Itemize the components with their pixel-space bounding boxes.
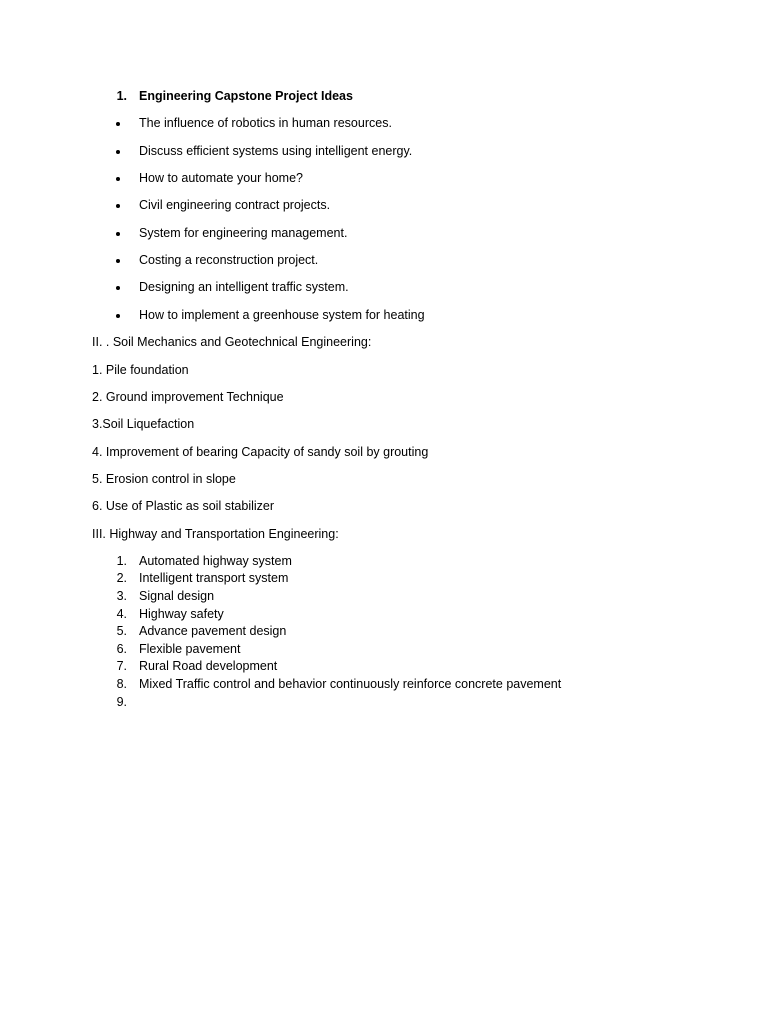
section3-item-number: 2. (116, 571, 127, 585)
section2-item: 2. Ground improvement Technique (92, 390, 284, 404)
section3-item: Signal design (139, 589, 215, 603)
section2-item: 4. Improvement of bearing Capacity of sandy soil by grouting (92, 445, 429, 459)
section3-item-number: 1. (116, 554, 127, 568)
section2-heading: II. . Soil Mechanics and Geotechnical Engineering: (92, 335, 372, 349)
section3-item: Automated highway system (139, 554, 292, 568)
section3-item-number: 5. (116, 624, 127, 638)
section1-item: How to automate your home? (139, 171, 303, 185)
section1-item: System for engineering management. (139, 226, 348, 240)
section1-title: Engineering Capstone Project Ideas (139, 89, 353, 103)
section2-item: 1. Pile foundation (92, 363, 189, 377)
bullet-icon (116, 232, 120, 236)
section3-item: Intelligent transport system (139, 571, 289, 585)
section3-item-number: 6. (116, 642, 127, 656)
section2-item: 3.Soil Liquefaction (92, 417, 195, 431)
section1-item: Civil engineering contract projects. (139, 198, 331, 212)
section3-item: Flexible pavement (139, 642, 241, 656)
section3-item: Advance pavement design (139, 624, 287, 638)
bullet-icon (116, 204, 120, 208)
bullet-icon (116, 177, 120, 181)
section1-item: Designing an intelligent traffic system. (139, 280, 349, 294)
section3-item-number: 3. (116, 589, 127, 603)
section1-number: 1. (116, 89, 127, 103)
section1-item: Discuss efficient systems using intelligent energy. (139, 144, 413, 158)
section3-item-number: 8. (116, 677, 127, 691)
section2-item: 5. Erosion control in slope (92, 472, 236, 486)
section3-item-number: 4. (116, 607, 127, 621)
bullet-icon (116, 259, 120, 263)
bullet-icon (116, 150, 120, 154)
section2-item: 6. Use of Plastic as soil stabilizer (92, 499, 275, 513)
bullet-icon (116, 286, 120, 290)
bullet-icon (116, 314, 120, 318)
section3-item: Mixed Traffic control and behavior continuously reinforce concrete pavement (139, 677, 562, 691)
section3-heading: III. Highway and Transportation Engineering: (92, 527, 339, 541)
section1-item: How to implement a greenhouse system for heating (139, 308, 425, 322)
section1-item: The influence of robotics in human resources. (139, 116, 392, 130)
section3-item: Highway safety (139, 607, 224, 621)
section1-item: Costing a reconstruction project. (139, 253, 319, 267)
section3-item: Rural Road development (139, 659, 278, 673)
section3-item-number: 9. (116, 695, 127, 709)
section3-item-number: 7. (116, 659, 127, 673)
bullet-icon (116, 122, 120, 126)
